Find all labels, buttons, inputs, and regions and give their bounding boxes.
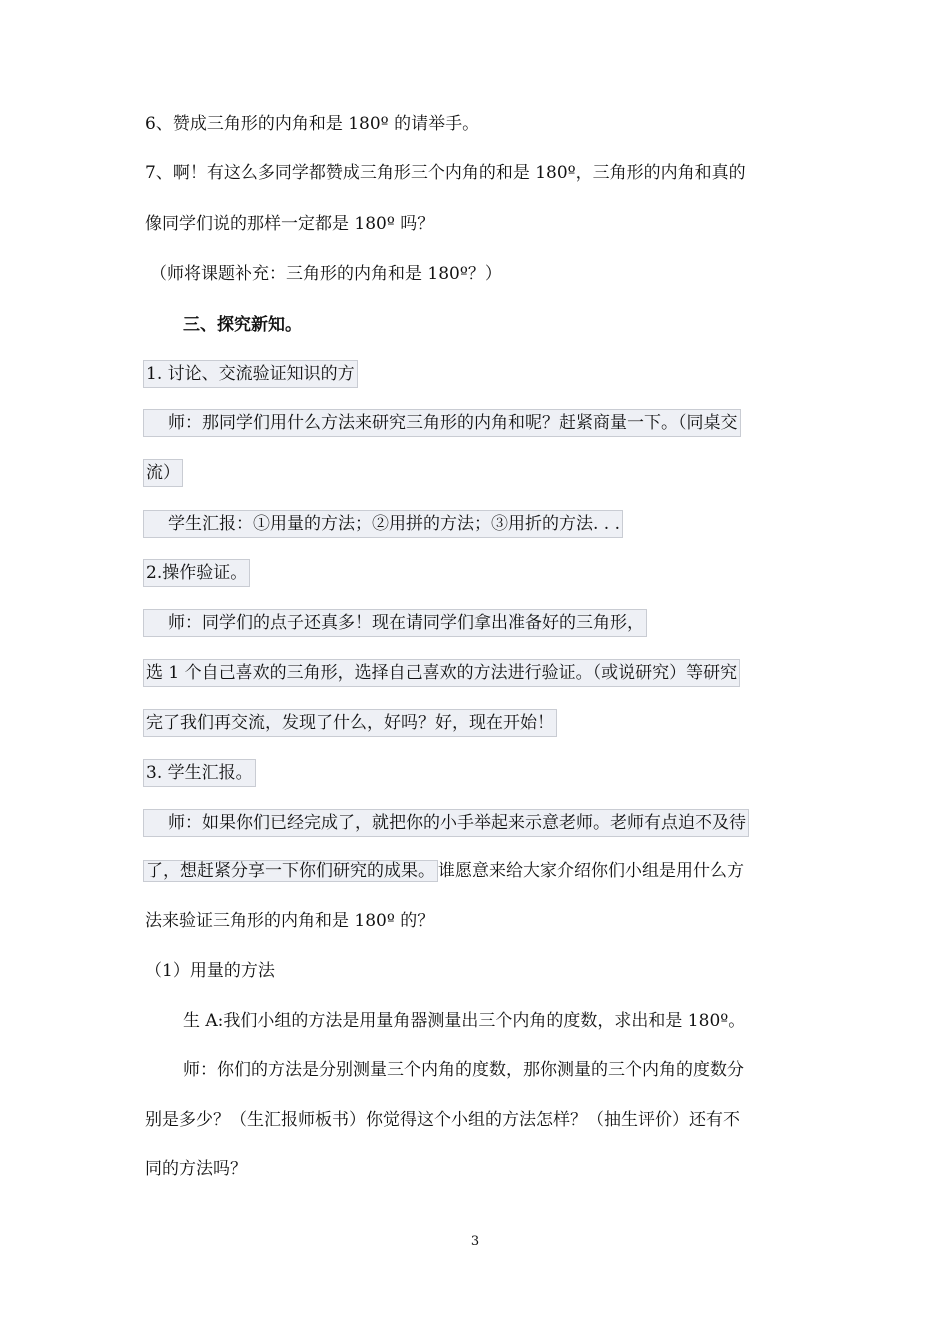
page-number: 3	[470, 1234, 480, 1249]
paragraph-line: 6、赞成三角形的内角和是 180º 的请举手。	[145, 114, 480, 134]
paragraph-line: 同的方法吗？	[145, 1159, 247, 1179]
highlighted-text: 了，想赶紧分享一下你们研究的成果。	[143, 860, 438, 882]
paragraph-line: 法来验证三角形的内角和是 180º 的？	[145, 911, 435, 931]
subheading: （1）用量的方法	[145, 961, 275, 981]
highlighted-line: 选 1 个自己喜欢的三角形，选择自己喜欢的方法进行验证。（或说研究）等研究	[143, 659, 740, 687]
highlighted-line: 师：同学们的点子还真多！现在请同学们拿出准备好的三角形，	[143, 609, 647, 637]
highlighted-line: 3. 学生汇报。	[143, 759, 256, 787]
highlighted-line: 师：如果你们已经完成了，就把你的小手举起来示意老师。老师有点迫不及待	[143, 809, 749, 837]
paragraph-line: （师将课题补充：三角形的内角和是 180º？）	[150, 264, 502, 284]
highlighted-line: 2.操作验证。	[143, 559, 250, 587]
paragraph-line: 像同学们说的那样一定都是 180º 吗？	[145, 214, 435, 234]
highlighted-line: 师：那同学们用什么方法来研究三角形的内角和呢？赶紧商量一下。（同桌交	[143, 409, 741, 437]
highlighted-line: 完了我们再交流，发现了什么，好吗？好，现在开始！	[143, 709, 557, 737]
highlighted-line: 1. 讨论、交流验证知识的方	[143, 360, 358, 388]
paragraph-line: 生 A:我们小组的方法是用量角器测量出三个内角的度数，求出和是 180º。	[183, 1011, 746, 1031]
highlighted-line: 流）	[143, 459, 183, 487]
plain-text: 谁愿意来给大家介绍你们小组是用什么方	[438, 861, 744, 881]
paragraph-line: 师：你们的方法是分别测量三个内角的度数，那你测量的三个内角的度数分	[183, 1060, 744, 1080]
section-heading: 三、探究新知。	[183, 315, 302, 335]
highlighted-line: 学生汇报：①用量的方法；②用拼的方法；③用折的方法. . .	[143, 510, 623, 538]
paragraph-line	[143, 858, 744, 884]
paragraph-line: 别是多少？（生汇报师板书）你觉得这个小组的方法怎样？（抽生评价）还有不	[145, 1110, 740, 1130]
paragraph-line: 7、啊！有这么多同学都赞成三角形三个内角的和是 180º，三角形的内角和真的	[145, 163, 746, 183]
